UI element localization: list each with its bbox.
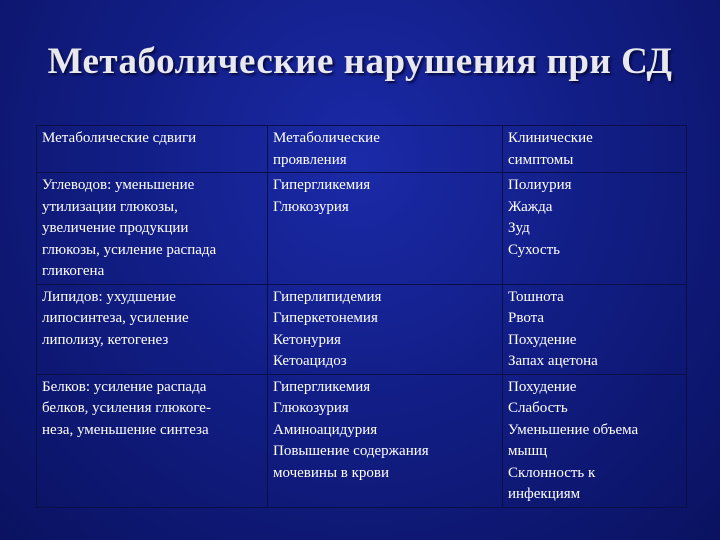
table-row bbox=[37, 173, 687, 285]
header-cell-shifts: Метаболические сдвиги bbox=[37, 126, 268, 173]
table-cell: Гипергликемия Глюкозурия Аминоацидурия Повышение содержания мочевины в крови bbox=[268, 374, 503, 507]
table-cell: Липидов: ухудшение липосинтеза, усиление липолизу, кетогенез bbox=[37, 284, 268, 374]
slide-title: Метаболические нарушения при СД bbox=[47, 41, 673, 82]
table-cell: Углеводов: уменьшение утилизации глюкозы, увеличение продукции глюкозы, усиление распада гликогена bbox=[37, 173, 268, 285]
header-cell-manifestations: Метаболические проявления bbox=[268, 126, 503, 173]
metabolic-table bbox=[36, 125, 686, 508]
table-cell: Полиурия Жажда Зуд Сухость bbox=[503, 173, 687, 285]
header-cell-symptoms: Клинические симптомы bbox=[503, 126, 687, 173]
table-header-row bbox=[37, 126, 687, 173]
table-cell: Белков: усиление распада белков, усиления глюкоге- неза, уменьшение синтеза bbox=[37, 374, 268, 507]
table-cell: Гипергликемия Глюкозурия bbox=[268, 173, 503, 285]
table-cell: Похудение Слабость Уменьшение объема мышц Склонность к инфекциям bbox=[503, 374, 687, 507]
table-row bbox=[37, 374, 687, 507]
table-cell: Гиперлипидемия Гиперкетонемия Кетонурия Кетоацидоз bbox=[268, 284, 503, 374]
table-row bbox=[37, 284, 687, 374]
table-cell: Тошнота Рвота Похудение Запах ацетона bbox=[503, 284, 687, 374]
